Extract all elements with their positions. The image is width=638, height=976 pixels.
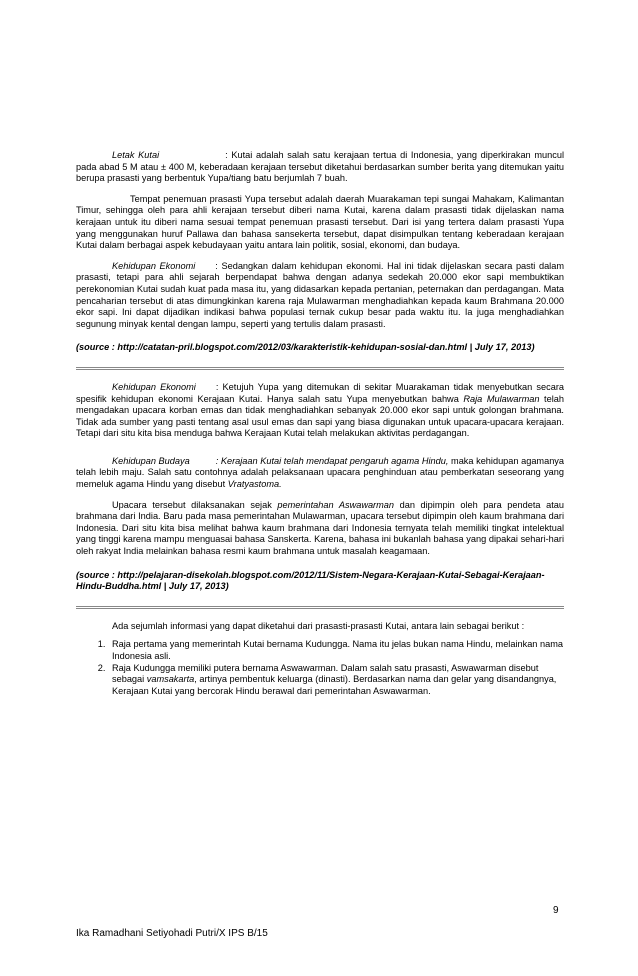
aswawarman-term: pemerintahan Aswawarman	[277, 499, 394, 510]
info-list	[76, 639, 564, 697]
list-item: 1. Raja pertama yang memerintah Kutai bernama Kudungga. Nama itu jelas bukan nama Hindu, melainkan nama Indonesia asli.	[108, 639, 564, 662]
letak-kutai-paragraph	[76, 150, 564, 185]
raja-mulawarman-term: Raja Mulawarman	[463, 393, 540, 404]
ekonomi-paragraph-2	[76, 382, 564, 440]
budaya-label: Kehidupan Budaya	[112, 455, 190, 466]
info-intro-paragraph: Ada sejumlah informasi yang dapat diketahui dari prasasti-prasasti Kutai, antara lain sebagai berikut :	[112, 620, 525, 631]
letak-kutai-separator: :	[225, 150, 228, 160]
ekonomi-text-1: Sedangkan dalam kehidupan ekonomi. Hal ini tidak dijelaskan secara pasti dalam prasasti, tetapi para ahli sejarah berpendapat bahwa dengan adanya sedekah 20.000 ekor sapi membuktikan perekonomian Kutai sudah kuat pada masa itu, yang didasarkan kepada pertanian, peternakan dan perdagangan. Mata pencaharian tersebut di atas dimungkinkan karena raja Mulawarman menghadiahkan kepada kaum Brahmana 20.000 ekor sapi. Ini dapat dijadikan indikasi bahwa populasi ternak cukup besar pada waktu itu. Ia juga menghadiahkan segunung minyak kental dengan lampu, seperti yang tertulis dalam prasasti.	[76, 260, 564, 329]
letak-kutai-label: Letak Kutai	[112, 150, 160, 160]
ekonomi-label-2: Kehidupan Ekonomi	[112, 381, 196, 392]
budaya-lead: : Kerajaan Kutai telah mendapat pengaruh agama Hindu,	[215, 455, 449, 466]
letak-kutai-lead: Kutai adalah salah satu kerajaan tertua di Indonesia, yang diperkirakan	[227, 150, 531, 160]
ekonomi-text-2a: Ketujuh Yupa yang ditemukan di sekitar Muarakaman tidak menyebutkan secara spesifik kehidupan ekonomi Kerajaan Kutai. Hanya salah satu Yupa menyebutkan bahwa	[76, 381, 564, 404]
ekonomi-text-2b: telah mengadakan upacara korban emas dan tidak menghadiahkan sebanyak 20.000 ekor sapi untuk golongan brahmana. Tidak ada sumber yang pasti tentang asal usul emas dan sapi yang biasa digunakan untuk upacara-upacara kerajaan. Tetapi dari situ kita bisa menduga bahwa Kerajaan Kutai telah melakukan aktivitas perdagangan.	[76, 393, 564, 439]
list-item: 2. Raja Kudungga memiliki putera bernama Aswawarman. Dalam salah satu prasasti, Aswawarman disebut sebagai vamsakarta, artinya pembentuk keluarga (dinasti). Berdasarkan nama dan gelar yang disandangnya, Kerajaan Kutai yang bercorak Hindu berawal dari pemerintahan Aswawarman.	[108, 663, 564, 698]
upacara-paragraph	[76, 500, 564, 558]
yupa-paragraph: Tempat penemuan prasasti Yupa tersebut adalah daerah Muarakaman tepi sungai Mahakam, Kalimantan Timur, sehingga oleh para ahli kerajaan tersebut diberi nama Kutai, karena dalam prasasti tidak dijelaskan nama kerajaan untuk itu diberi nama sesuai tempat penemuan prasasti tersebut. Dari isi yang tertera dalam prasasti Yupa yang menggunakan huruf Pallawa dan bahasa sansekerta tersebut, dapat disimpulkan tentang keberadaan kerajaan Kutai dalam berbagai aspek kebudayaan yaitu antara lain politik, sosial, ekonomi, dan budaya.	[76, 193, 564, 251]
vamsakarta-term: vamsakarta	[146, 674, 195, 685]
ekonomi-separator-2: :	[215, 381, 219, 392]
page-content	[76, 150, 564, 697]
page-footer: Ika Ramadhani Setiyohadi Putri/X IPS B/15	[76, 928, 268, 939]
letak-kutai-text: muncul pada abad 5 M atau ± 400 M, keberadaan kerajaan tersebut diketahui berdasarkan sumber berita yang ditemukan yaitu berupa prasasti yang berbentuk Yupa/tiang batu berjumlah 7 buah.	[76, 150, 564, 184]
upacara-text-a: Upacara tersebut dilaksanakan sejak	[112, 499, 278, 510]
upacara-text-b: dan dipimpin oleh para pendeta atau brahmana dari India. Baru pada masa pemerintahan Mulawarman, upacara tersebut dipimpin oleh kaum brahmana dari Indonesia. Dari situ kita bisa melihat bahwa kaum brahmana dari Indonesia ternyata telah memiliki tingkat intelektual yang tinggi karena mampu menguasai bahasa Sanskerta. Karena, bahasa ini bukanlah bahasa yang dipakai sehari-hari oleh rakyat India melainkan bahasa resmi kaum brahmana untuk masalah keagamaan.	[76, 499, 564, 557]
source-citation-2: (source : http://pelajaran-disekolah.blogspot.com/2012/11/Sistem-Negara-Kerajaan-Kutai-Sebagai-Kerajaan-Hindu-Buddha.html | July 17, 2013)	[76, 569, 545, 592]
budaya-text: maka kehidupan agamanya telah lebih maju. Salah satu contohnya adalah pelaksanaan upacara penghinduan atau pemberkatan seseorang yang memeluk agama Hindu yang disebut	[76, 455, 565, 490]
ekonomi-paragraph-1	[76, 261, 564, 331]
budaya-paragraph	[76, 456, 564, 491]
ekonomi-label-1: Kehidupan Ekonomi	[112, 260, 196, 271]
vratyastoma-term: Vratyastoma.	[227, 479, 282, 490]
page-number: 9	[553, 905, 559, 916]
source-citation-1: (source : http://catatan-pril.blogspot.com/2012/03/karakteristik-kehidupan-sosial-dan.html | July 17, 2013)	[76, 342, 535, 353]
ekonomi-separator-1: :	[215, 260, 218, 271]
